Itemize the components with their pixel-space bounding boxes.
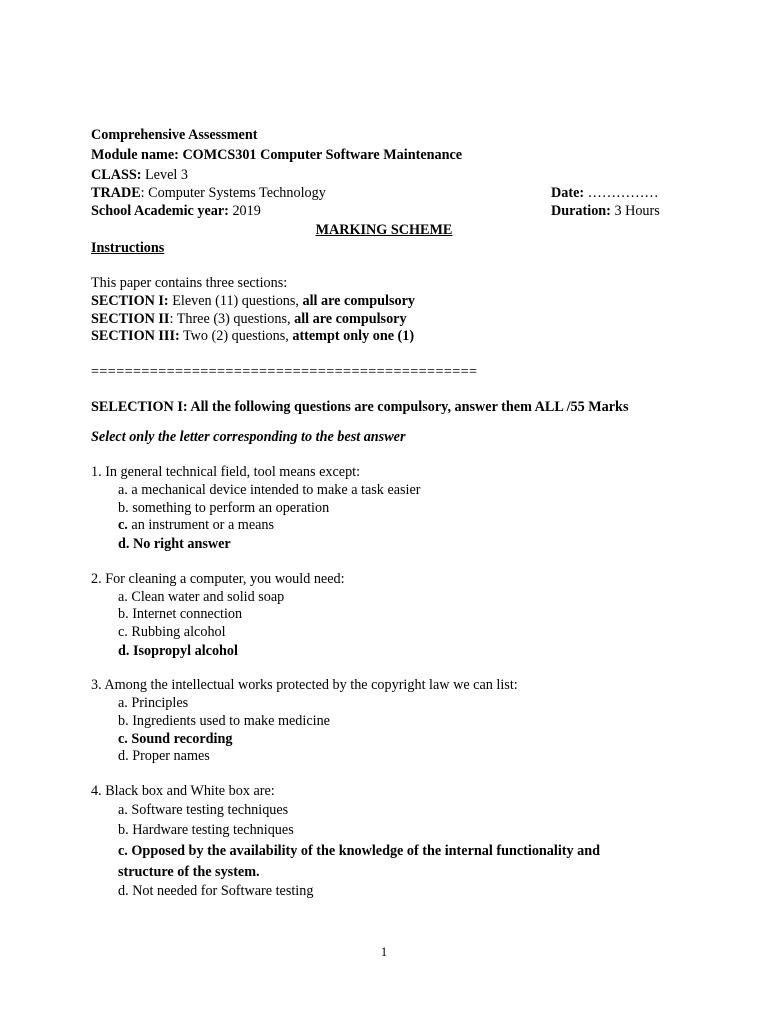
duration-label: Duration: bbox=[551, 203, 611, 219]
separator-line: ============================================== bbox=[91, 364, 478, 380]
question-3-option-c: c. Sound recording bbox=[118, 731, 233, 747]
question-2-stem: 2. For cleaning a computer, you would need: bbox=[91, 571, 345, 587]
year-label: School Academic year: bbox=[91, 203, 229, 219]
section-1-heading: SELECTION I: All the following questions are compulsory, answer them ALL /55 Marks bbox=[91, 399, 629, 415]
section-2-instruction: SECTION II: Three (3) questions, all are compulsory bbox=[91, 311, 407, 327]
question-2-option-b: b. Internet connection bbox=[118, 606, 243, 622]
question-4-option-b: b. Hardware testing techniques bbox=[118, 822, 294, 838]
class-value: Level 3 bbox=[145, 167, 188, 183]
date-line bbox=[551, 185, 659, 203]
question-4-stem: 4. Black box and White box are: bbox=[91, 783, 275, 799]
question-3-option-d: d. Proper names bbox=[118, 748, 210, 764]
class-label: CLASS: bbox=[91, 167, 142, 183]
module-name-line bbox=[91, 147, 462, 165]
class-line bbox=[91, 167, 188, 185]
assessment-title: Comprehensive Assessment bbox=[91, 127, 258, 143]
duration-value: 3 Hours bbox=[614, 203, 660, 219]
question-4-option-c: c. Opposed by the availability of the knowledge of the internal functionality and bbox=[118, 843, 601, 859]
instructions-intro: This paper contains three sections: bbox=[91, 275, 288, 291]
question-2-option-d: d. Isopropyl alcohol bbox=[118, 643, 238, 659]
trade-line bbox=[91, 185, 326, 203]
duration-line bbox=[551, 203, 660, 221]
marking-scheme-title: MARKING SCHEME bbox=[315, 222, 453, 238]
question-1-option-a: a. a mechanical device intended to make a task easier bbox=[118, 482, 421, 498]
academic-year-line bbox=[91, 203, 261, 221]
section-3-instruction: SECTION III: Two (2) questions, attempt only one (1) bbox=[91, 328, 415, 344]
module-value: COMCS301 Computer Software Maintenance bbox=[182, 147, 463, 163]
trade-value: : Computer Systems Technology bbox=[140, 185, 326, 201]
question-2-option-a: a. Clean water and solid soap bbox=[118, 589, 285, 605]
question-2-option-c: c. Rubbing alcohol bbox=[118, 624, 226, 640]
section-1-instruction: SECTION I: Eleven (11) questions, all are compulsory bbox=[91, 293, 415, 309]
question-3-stem: 3. Among the intellectual works protected by the copyright law we can list: bbox=[91, 677, 518, 693]
date-label: Date: bbox=[551, 185, 585, 201]
instructions-heading: Instructions bbox=[91, 240, 165, 256]
trade-label: TRADE bbox=[91, 185, 141, 201]
section-1-subheading: Select only the letter corresponding to the best answer bbox=[91, 429, 406, 445]
question-4-option-c-continued: structure of the system. bbox=[118, 864, 260, 880]
question-4-option-d: d. Not needed for Software testing bbox=[118, 883, 314, 899]
page-number: 1 bbox=[380, 945, 388, 959]
question-1-option-d: d. No right answer bbox=[118, 536, 231, 552]
module-label: Module name: bbox=[91, 147, 179, 163]
date-value: …………… bbox=[587, 185, 659, 201]
question-1-option-b: b. something to perform an operation bbox=[118, 500, 330, 516]
question-4-option-a: a. Software testing techniques bbox=[118, 802, 289, 818]
year-value: 2019 bbox=[232, 203, 261, 219]
question-1-stem: 1. In general technical field, tool means except: bbox=[91, 464, 361, 480]
question-3-option-b: b. Ingredients used to make medicine bbox=[118, 713, 330, 729]
question-3-option-a: a. Principles bbox=[118, 695, 189, 711]
question-1-option-c: c. an instrument or a means bbox=[118, 517, 275, 533]
